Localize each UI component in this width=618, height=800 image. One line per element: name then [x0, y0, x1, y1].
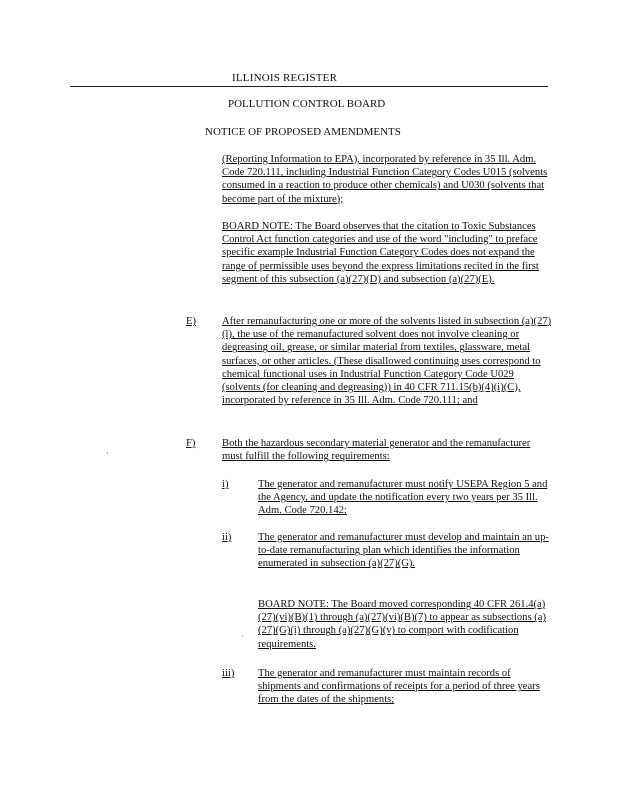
item-ii-text: The generator and remanufacturer must develop and maintain an up-to-date remanufacturing plan which identifies the information enumerated in subsection (a)(27)(G). [258, 532, 549, 570]
board-name: POLLUTION CONTROL BOARD [228, 98, 386, 110]
board-note-1: BOARD NOTE: The Board observes that the citation to Toxic Substances Control Act function categories and use of the word "including" to preface specific example Industrial Function Category Codes does not expand the range of permissible uses beyond the express limitations recited in the first segment of this subsection (a)(27)(D) and subsection (a)(27)(E). [222, 221, 539, 285]
item-i-text: The generator and remanufacturer must notify USEPA Region 5 and the Agency, and update the notification every two years per 35 Ill. Adm. Code 720.142; [258, 479, 548, 517]
notice-title: NOTICE OF PROPOSED AMENDMENTS [205, 126, 401, 138]
scan-speck: · [106, 448, 109, 458]
item-i-label: i) [222, 479, 229, 490]
item-iii-label: iii) [222, 668, 235, 679]
item-e-label: E) [186, 316, 196, 327]
item-iii-text: The generator and remanufacturer must maintain records of shipments and confirmations of receipts for a period of three years from the dates of the shipments; [258, 668, 540, 706]
item-f-label: F) [186, 438, 196, 449]
header-rule [70, 86, 548, 87]
register-title: ILLINOIS REGISTER [232, 72, 338, 84]
scan-speck: · [241, 631, 244, 641]
item-ii-label: ii) [222, 532, 232, 543]
board-note-2: BOARD NOTE: The Board moved corresponding 40 CFR 261.4(a)(27)(vi)(B)(1) through (a)(27)(vi)(B)(7) to appear as subsections (a)(27)(G)(i) through (a)(27)(G)(v) to comport with codification requirements. [258, 599, 546, 650]
item-f-text-body: Both the hazardous secondary material generator and the remanufacturer must fulfill the following requirements: [222, 438, 531, 463]
item-f-text [222, 437, 552, 463]
item-e-text: After remanufacturing one or more of the solvents listed in subsection (a)(27)(l), the use of the remanufactured solvent does not involve cleaning or degreasing oil, grease, or similar material from textiles, glassware, metal surfaces, or other articles. (These disallowed continuing uses correspond to chemical functional uses in Industrial Function Category Code U029 (solvents (for cleaning and degreasing)) in 40 CFR 711.15(b)(4)(i)(C), incorporated by reference in 35 Ill. Adm. Code 720.111; and [222, 316, 552, 407]
continuation-paragraph: (Reporting Information to EPA), incorporated by reference in 35 Ill. Adm. Code 720.111, including Industrial Function Category Codes U015 (solvents consumed in a reaction to produce other chemicals) and U030 (solvents that become part of the mixture); [222, 154, 548, 205]
